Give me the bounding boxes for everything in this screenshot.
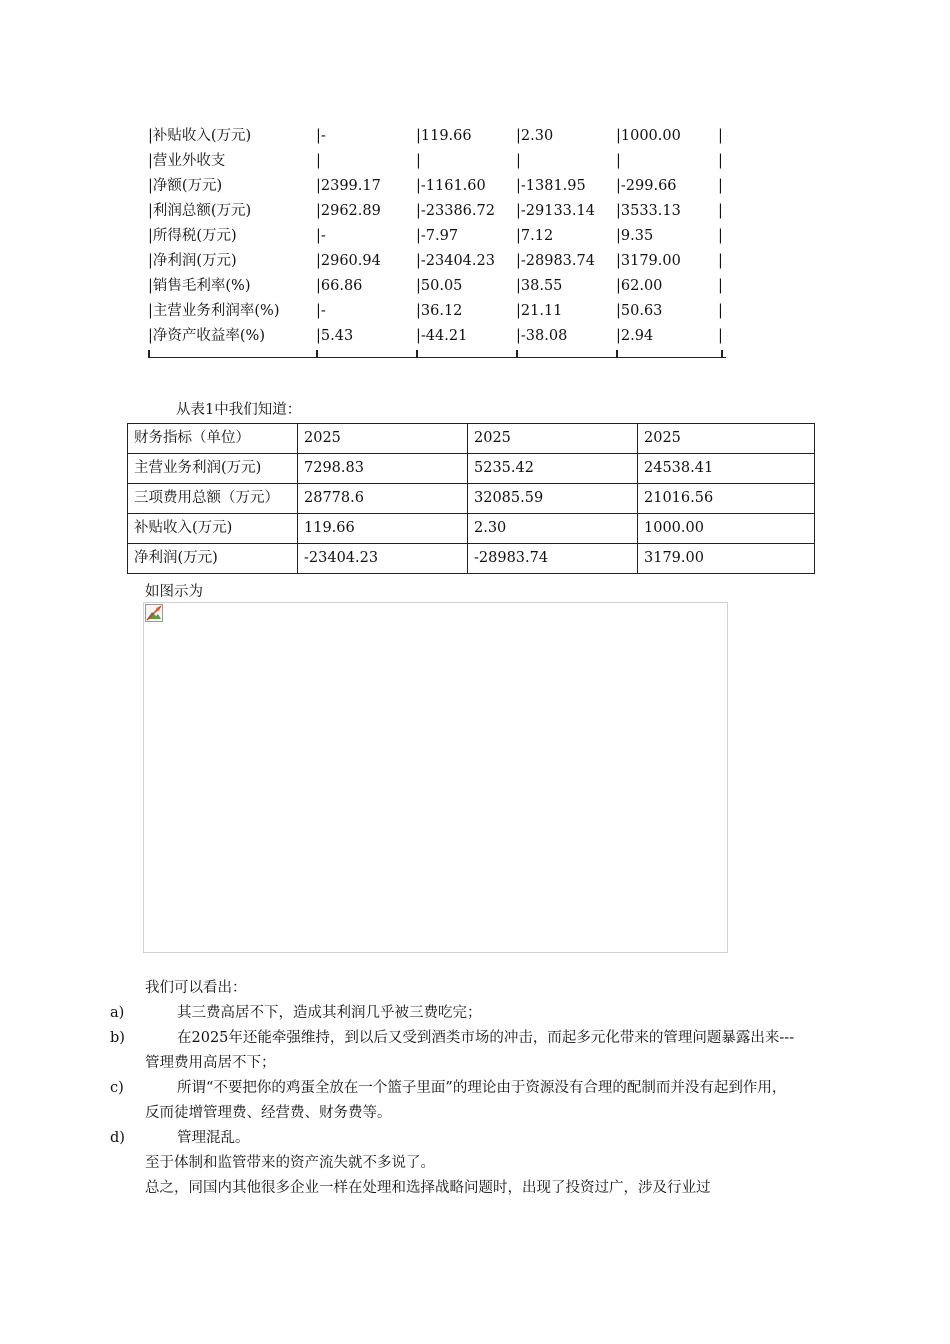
ascii-cell: |营业外收支 (148, 153, 226, 169)
ascii-cell: | (616, 153, 621, 169)
ascii-border-tick (616, 350, 618, 358)
ascii-cell: |主营业务利润率(%) (148, 303, 280, 319)
ascii-cell: |3179.00 (616, 253, 681, 269)
intro-text: 从表1中我们知道： (176, 402, 302, 418)
ascii-cell: |2.30 (516, 128, 554, 144)
table-cell: 2.30 (468, 514, 638, 544)
ascii-cell: |净资产收益率(%) (148, 328, 265, 344)
ascii-row (148, 174, 726, 199)
list-text: 所谓“不要把你的鸡蛋全放在一个篮子里面”的理论由于资源没有合理的配制而并没有起到作用，反而徒增管理费、经营费、财务费等。 (145, 1080, 787, 1121)
ascii-cell: |9.35 (616, 228, 654, 244)
list-item (110, 1126, 800, 1151)
ascii-row (148, 274, 726, 299)
table-cell: 补贴收入(万元) (128, 514, 298, 544)
list-item (110, 1001, 800, 1026)
ascii-cell: |-23404.23 (416, 253, 495, 269)
table-cell: 净利润(万元) (128, 544, 298, 574)
ascii-cell: |50.63 (616, 303, 663, 319)
table-cell: 三项费用总额（万元） (128, 484, 298, 514)
ascii-cell: |119.66 (416, 128, 472, 144)
table-cell: 5235.42 (468, 454, 638, 484)
ascii-cell: |62.00 (616, 278, 663, 294)
ascii-cell: |-299.66 (616, 178, 677, 194)
table-header-row (128, 424, 815, 454)
conclusion-list (110, 1001, 800, 1151)
ascii-cell: |3533.13 (616, 203, 681, 219)
ascii-cell: |7.12 (516, 228, 554, 244)
ascii-border-tick (516, 350, 518, 358)
table-cell: 28778.6 (298, 484, 468, 514)
ascii-cell: |- (316, 303, 326, 319)
ascii-cell: |36.12 (416, 303, 463, 319)
paragraph: 至于体制和监管带来的资产流失就不多说了。 (145, 1155, 435, 1171)
table-row (128, 454, 815, 484)
table-cell: -28983.74 (468, 544, 638, 574)
ascii-cell: |21.11 (516, 303, 563, 319)
ascii-separator: | (718, 178, 723, 194)
ascii-cell: |利润总额(万元) (148, 203, 252, 219)
ascii-cell: |- (316, 128, 326, 144)
ascii-cell: |5.43 (316, 328, 354, 344)
ascii-cell: |38.55 (516, 278, 563, 294)
ascii-cell: |50.05 (416, 278, 463, 294)
list-text: 其三费高居不下，造成其利润几乎被三费吃完； (177, 1005, 482, 1021)
ascii-cell: |2960.94 (316, 253, 381, 269)
ascii-cell: |-28983.74 (516, 253, 595, 269)
table-cell: 1000.00 (638, 514, 815, 544)
table-header-cell: 财务指标（单位） (128, 424, 298, 454)
ascii-bottom-border (148, 343, 726, 358)
ascii-cell: |销售毛利率(%) (148, 278, 251, 294)
table-cell: 24538.41 (638, 454, 815, 484)
ascii-cell: |净额(万元) (148, 178, 223, 194)
paragraph: 总之，同国内其他很多企业一样在处理和选择战略问题时，出现了投资过广，涉及行业过 (145, 1180, 711, 1196)
conclusion-intro: 我们可以看出： (145, 980, 247, 996)
list-marker: a) (110, 1005, 125, 1021)
ascii-separator: | (718, 153, 723, 169)
ascii-cell: |-1381.95 (516, 178, 586, 194)
table-cell: 32085.59 (468, 484, 638, 514)
ascii-separator: | (718, 303, 723, 319)
ascii-cell: |-44.21 (416, 328, 468, 344)
ascii-separator: | (718, 128, 723, 144)
ascii-cell: |-38.08 (516, 328, 568, 344)
table-cell: -23404.23 (298, 544, 468, 574)
list-item (110, 1026, 800, 1076)
ascii-separator: | (718, 278, 723, 294)
ascii-cell: |-29133.14 (516, 203, 595, 219)
ascii-cell: |-23386.72 (416, 203, 495, 219)
list-marker: b) (110, 1030, 125, 1046)
ascii-border-tick (148, 350, 150, 358)
list-marker: c) (110, 1080, 124, 1096)
ascii-row (148, 249, 726, 274)
figure-caption: 如图示为 (145, 584, 203, 600)
table-cell: 7298.83 (298, 454, 468, 484)
table-cell: 119.66 (298, 514, 468, 544)
ascii-separator: | (718, 228, 723, 244)
ascii-row (148, 224, 726, 249)
ascii-cell: |净利润(万元) (148, 253, 237, 269)
ascii-cell: |66.86 (316, 278, 363, 294)
ascii-cell: |-7.97 (416, 228, 459, 244)
ascii-cell: | (316, 153, 321, 169)
ascii-cell: |所得税(万元) (148, 228, 237, 244)
ascii-separator: | (718, 253, 723, 269)
table-header-cell: 2025 (298, 424, 468, 454)
figure-placeholder (143, 602, 728, 953)
list-text: 管理混乱。 (177, 1130, 250, 1146)
list-item (110, 1076, 800, 1126)
ascii-cell: | (516, 153, 521, 169)
ascii-border-tick (316, 350, 318, 358)
ascii-table (148, 124, 726, 358)
broken-image-icon (145, 604, 163, 622)
ascii-row (148, 149, 726, 174)
table-header-cell: 2025 (468, 424, 638, 454)
table-row (128, 484, 815, 514)
ascii-cell: |2.94 (616, 328, 654, 344)
ascii-cell: |补贴收入(万元) (148, 128, 252, 144)
ascii-cell: |- (316, 228, 326, 244)
table-cell: 主营业务利润(万元) (128, 454, 298, 484)
table-cell: 21016.56 (638, 484, 815, 514)
ascii-row (148, 199, 726, 224)
list-marker: d) (110, 1130, 125, 1146)
ascii-cell: | (416, 153, 421, 169)
ascii-cell: |-1161.60 (416, 178, 486, 194)
ascii-cell: |2399.17 (316, 178, 381, 194)
ascii-row (148, 124, 726, 149)
table-row (128, 544, 815, 574)
ascii-border-tick (416, 350, 418, 358)
ascii-cell: |2962.89 (316, 203, 381, 219)
ascii-cell: |1000.00 (616, 128, 681, 144)
ascii-separator: | (718, 328, 723, 344)
ascii-row (148, 299, 726, 324)
ascii-border-tick (721, 350, 723, 358)
table-row (128, 514, 815, 544)
table-cell: 3179.00 (638, 544, 815, 574)
table-header-cell: 2025 (638, 424, 815, 454)
ascii-separator: | (718, 203, 723, 219)
list-text: 在2025年还能牵强维持，到以后又受到酒类市场的冲击，而起多元化带来的管理问题暴露出来---管理费用高居不下； (145, 1030, 795, 1071)
financial-table (127, 423, 815, 574)
